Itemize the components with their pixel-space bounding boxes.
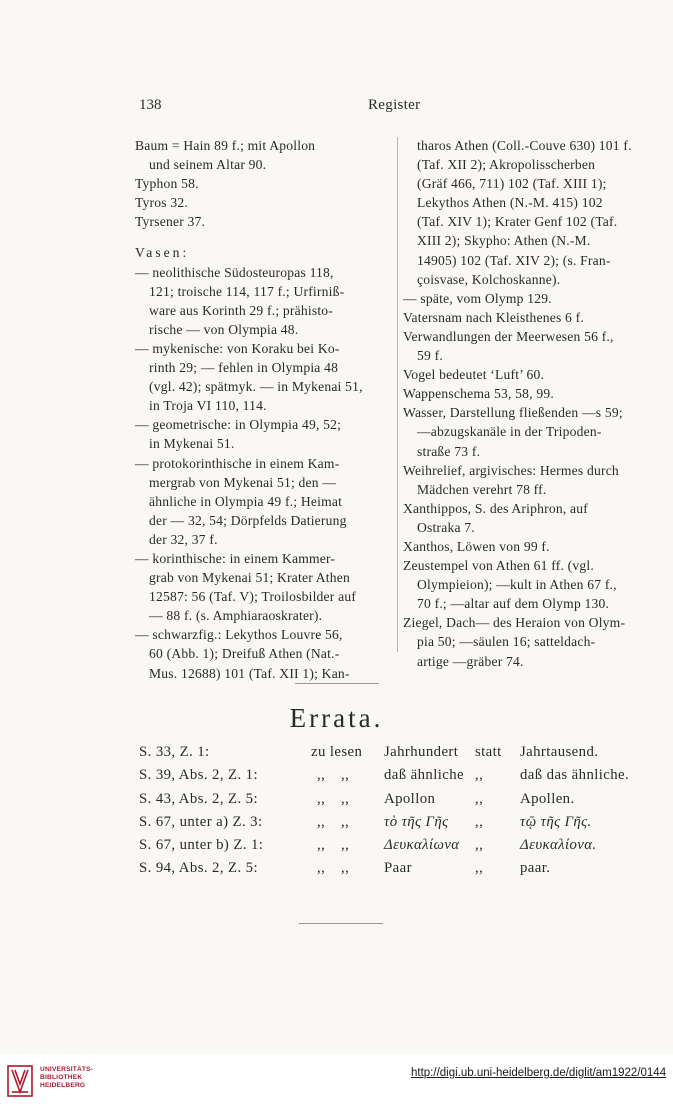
errata-correct-reading: Δευκαλίωνα	[384, 837, 460, 854]
ditto-mark: ,,	[341, 767, 350, 784]
index-line: Weihrelief, argivisches: Hermes durch	[403, 462, 619, 478]
index-line: çoisvase, Kolchoskanne).	[417, 271, 561, 287]
separator-rule	[295, 683, 379, 684]
index-line: straße 73 f.	[417, 443, 481, 459]
index-line: ware aus Korinth 29 f.; prähisto-	[149, 302, 334, 318]
index-line: Vatersnam nach Kleisthenes 6 f.	[403, 309, 584, 325]
index-line: Ostraka 7.	[417, 519, 475, 535]
errata-reference: S. 33, Z. 1:	[139, 744, 210, 760]
index-line: Wasser, Darstellung fließenden —s 59;	[403, 405, 623, 421]
index-line: Vogel bedeutet ‘Luft’ 60.	[403, 367, 545, 383]
errata-erroneous-reading: Apollen.	[520, 790, 575, 807]
running-head: Register	[368, 97, 421, 113]
index-line: Lekythos Athen (N.-M. 415) 102	[417, 195, 603, 211]
index-line: Mus. 12688) 101 (Taf. XII 1); Kan-	[149, 665, 350, 681]
index-line: Wappenschema 53, 58, 99.	[403, 386, 554, 402]
errata-erroneous-reading: daß das ähnliche.	[520, 767, 630, 784]
index-line: Xanthos, Löwen von 99 f.	[403, 538, 550, 554]
errata-reference: S. 94, Abs. 2, Z. 5:	[139, 860, 258, 877]
logo-text-line: UNIVERSITÄTS-	[40, 1066, 94, 1073]
errata-instead-label: ,,	[475, 813, 484, 830]
errata-instead-label: ,,	[475, 837, 484, 854]
index-line: in Troja VI 110, 114.	[149, 398, 267, 414]
errata-reference: S. 43, Abs. 2, Z. 5:	[139, 790, 258, 807]
logo-text-line: BIBLIOTHEK	[40, 1074, 83, 1082]
index-line: Mädchen verehrt 78 ff.	[417, 481, 547, 497]
index-line: in Mykenai 51.	[149, 436, 235, 452]
ditto-mark: ,,	[341, 790, 350, 807]
column-divider	[397, 137, 398, 652]
ditto-mark: ,,	[317, 790, 326, 807]
errata-correct-reading: Apollon	[384, 790, 436, 807]
index-line: (Taf. XIV 1); Krater Genf 102 (Taf.	[417, 214, 618, 230]
separator-rule	[299, 923, 383, 924]
errata-reference: S. 67, unter a) Z. 3:	[139, 813, 263, 830]
index-line: — schwarzfig.: Lekythos Louvre 56,	[135, 627, 343, 643]
index-line: und seinem Altar 90.	[149, 157, 267, 173]
index-line: — mykenische: von Koraku bei Ko-	[135, 340, 340, 356]
errata-correct-reading: Paar	[384, 860, 412, 877]
ditto-mark: ,,	[317, 860, 326, 877]
index-line: Typhon 58.	[135, 176, 199, 192]
index-line: — 88 f. (s. Amphiaraoskrater).	[149, 608, 323, 624]
index-column-right	[403, 136, 653, 671]
index-line: der 32, 37 f.	[149, 531, 218, 547]
errata-reference: S. 39, Abs. 2, Z. 1:	[139, 767, 258, 784]
index-line: — neolithische Südosteuropas 118,	[135, 264, 334, 280]
errata-correct-reading: τὸ τῆς Γῆς	[384, 813, 449, 830]
ditto-mark: ,,	[317, 767, 326, 784]
errata-erroneous-reading: paar.	[520, 860, 551, 877]
index-line: 14905) 102 (Taf. XIV 2); (s. Fran-	[417, 252, 611, 268]
index-line: 59 f.	[417, 348, 443, 364]
errata-erroneous-reading: Δευκαλίονα.	[520, 837, 597, 854]
index-line: Zeustempel von Athen 61 ff. (vgl.	[403, 558, 594, 574]
errata-erroneous-reading: τῷ τῆς Γῆς.	[520, 813, 592, 830]
index-line: — geometrische: in Olympia 49, 52;	[135, 417, 342, 433]
index-line: tharos Athen (Coll.-Couve 630) 101 f.	[417, 138, 632, 153]
index-line: artige —gräber 74.	[417, 653, 524, 669]
index-line: (vgl. 42); spätmyk. — in Mykenai 51,	[149, 379, 363, 395]
errata-reference: S. 67, unter b) Z. 1:	[139, 837, 264, 854]
errata-correct-reading: daß ähnliche	[384, 767, 464, 784]
ditto-mark: ,,	[341, 860, 350, 877]
index-line: (Taf. XII 2); Akropolisscherben	[417, 157, 596, 173]
ditto-mark: ,,	[317, 813, 326, 830]
library-logo-text	[40, 1066, 93, 1091]
footer-bar	[0, 1054, 673, 1106]
index-line: rinth 29; — fehlen in Olympia 48	[149, 360, 339, 376]
ditto-mark: ,,	[341, 813, 350, 830]
index-line: —abzugskanäle in der Tripoden-	[417, 424, 602, 440]
ditto-mark: ,,	[317, 837, 326, 854]
index-line: Ziegel, Dach— des Heraion von Olym-	[403, 615, 626, 631]
errata-title: Errata.	[289, 703, 384, 733]
source-url-link[interactable]: http://digi.ub.uni-heidelberg.de/diglit/am1922/0144	[411, 1067, 667, 1079]
logo-text-line: HEIDELBERG	[40, 1082, 86, 1090]
index-line: ähnliche in Olympia 49 f.; Heimat	[149, 493, 343, 509]
library-logo-icon	[6, 1064, 34, 1098]
errata-instead-label: ,,	[475, 860, 484, 877]
index-line: (Gräf 466, 711) 102 (Taf. XIII 1);	[417, 176, 607, 192]
errata-erroneous-reading: Jahrtausend.	[520, 744, 599, 760]
index-line: pia 50; —säulen 16; satteldach-	[417, 634, 596, 650]
errata-instead-label: ,,	[475, 790, 484, 807]
index-line: 60 (Abb. 1); Dreifuß Athen (Nat.-	[149, 646, 340, 662]
index-line: 12587: 56 (Taf. V); Troilosbilder auf	[149, 589, 357, 605]
index-line: der — 32, 54; Dörpfelds Datierung	[149, 512, 347, 528]
index-line: — späte, vom Olymp 129.	[403, 290, 552, 306]
index-line: Tyros 32.	[135, 195, 188, 211]
index-line: grab von Mykenai 51; Krater Athen	[149, 570, 351, 586]
index-line	[135, 231, 387, 243]
index-line: Vasen:	[135, 245, 190, 261]
page-number: 138	[139, 97, 162, 113]
index-line: — protokorinthische in einem Kam-	[135, 455, 340, 471]
index-line: 70 f.; —altar auf dem Olymp 130.	[417, 596, 610, 612]
index-line: Olympieion); —kult in Athen 67 f.,	[417, 577, 617, 593]
index-line: rische — von Olympia 48.	[149, 321, 299, 337]
index-column-left	[135, 136, 387, 683]
index-line: Verwandlungen der Meerwesen 56 f.,	[403, 328, 614, 344]
index-line: Xanthippos, S. des Ariphron, auf	[403, 500, 588, 516]
index-line: 121; troische 114, 117 f.; Urfirniß-	[149, 283, 345, 299]
errata-instead-label: statt	[475, 744, 502, 760]
errata-read-label: zu lesen	[311, 744, 363, 760]
index-line: mergrab von Mykenai 51; den —	[149, 474, 337, 490]
ditto-mark: ,,	[341, 837, 350, 854]
index-line: XIII 2); Skypho: Athen (N.-M.	[417, 233, 591, 249]
errata-correct-reading: Jahrhundert	[384, 744, 459, 760]
index-line: Baum = Hain 89 f.; mit Apollon	[135, 138, 316, 153]
index-line: — korinthische: in einem Kammer-	[135, 550, 336, 566]
errata-instead-label: ,,	[475, 767, 484, 784]
index-line: Tyrsener 37.	[135, 214, 206, 230]
